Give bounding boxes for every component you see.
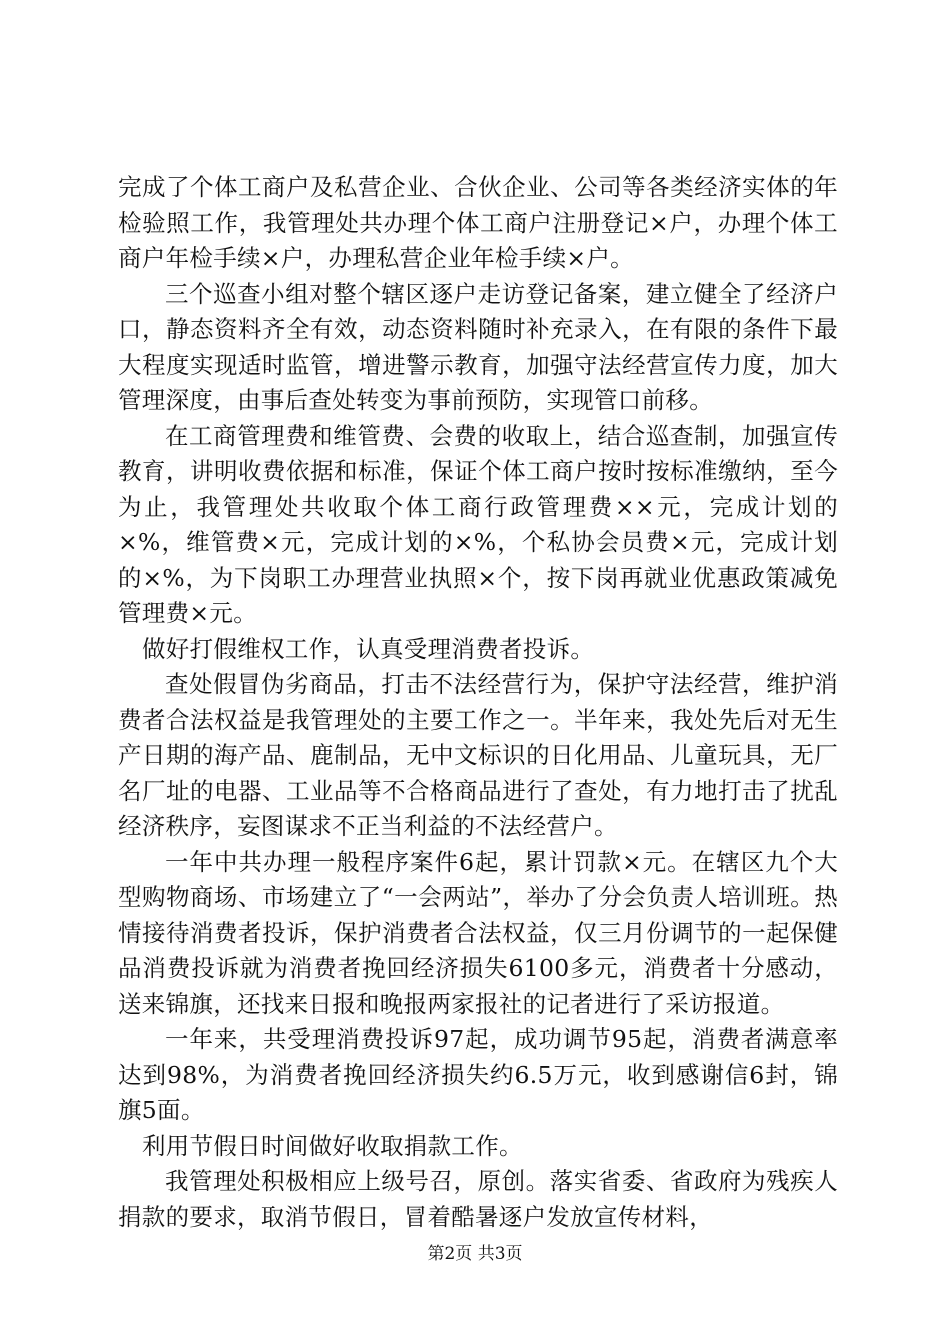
paragraph-complaints: 一年来，共受理消费投诉97起，成功调节95起，消费者满意率达到98%，为消费者挽回经济损失约6.5万元，收到感谢信6封，锦旗5面。 (118, 1025, 838, 1124)
paragraph-heading-anti-counterfeit: 做好打假维权工作，认真受理消费者投诉。 (142, 634, 595, 663)
page-number-footer: 第2页 共3页 (427, 1244, 523, 1264)
paragraph-registration: 完成了个体工商户及私营企业、合伙企业、公司等各类经济实体的年检验照工作，我管理处共办理个体工商户注册登记×户，办理个体工商户年检手续×户，办理私营企业年检手续×户。 (118, 173, 838, 272)
paragraph-counterfeit-goods: 查处假冒伪劣商品，打击不法经营行为，保护守法经营，维护消费者合法权益是我管理处的主要工作之一。半年来，我处先后对无生产日期的海产品、鹿制品，无中文标识的日化用品、儿童玩具，无厂名厂址的电器、工业品等不合格商品进行了查处，有力地打击了扰乱经济秩序，妄图谋求不正当利益的不法经营户。 (118, 670, 838, 840)
paragraph-fees: 在工商管理费和维管费、会费的收取上，结合巡查制，加强宣传教育，讲明收费依据和标准，保证个体工商户按时按标准缴纳，至今为止，我管理处共收取个体工商行政管理费××元，完成计划的×%，维管费×元，完成计划的×%，个私协会员费×元，完成计划的×%，为下岗职工办理营业执照×个，按下岗再就业优惠政策减免管理费×元。 (118, 421, 838, 627)
document-body (118, 170, 838, 1235)
paragraph-inspection-groups: 三个巡查小组对整个辖区逐户走访登记备案，建立健全了经济户口，静态资料齐全有效，动态资料随时补充录入，在有限的条件下最大程度实现适时监管，增进警示教育，加强守法经营宣传力度，加大管理深度，由事后查处转变为事前预防，实现管口前移。 (118, 279, 838, 414)
paragraph-cases: 一年中共办理一般程序案件6起，累计罚款×元。在辖区九个大型购物商场、市场建立了“一会两站”，举办了分会负责人培训班。热情接待消费者投诉，保护消费者合法权益，仅三月份调节的一起保健品消费投诉就为消费者挽回经济损失6100多元，消费者十分感动，送来锦旗，还找来日报和晚报两家报社的记者进行了采访报道。 (118, 847, 838, 1018)
paragraph-donations: 我管理处积极相应上级号召，原创。落实省委、省政府为残疾人捐款的要求，取消节假日，冒着酷暑逐户发放宣传材料， (118, 1167, 838, 1231)
paragraph-heading-donations: 利用节假日时间做好收取捐款工作。 (142, 1131, 523, 1160)
